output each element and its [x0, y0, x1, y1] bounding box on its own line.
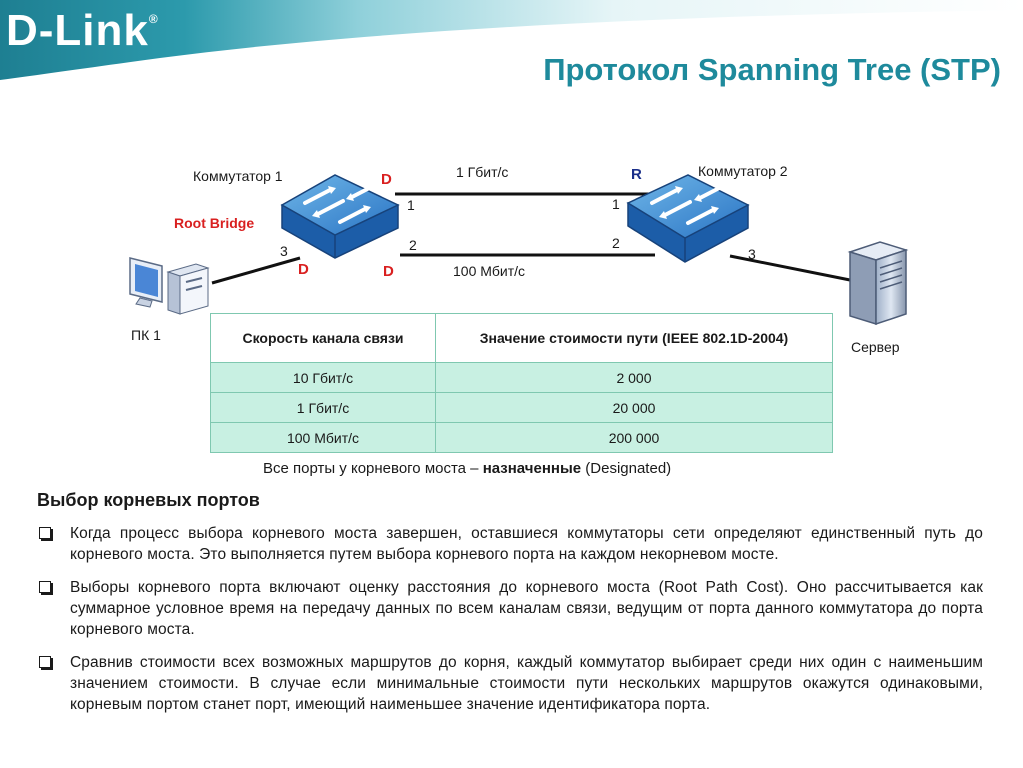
sw1-port2-role-designated: D — [383, 263, 394, 280]
section-title: Выбор корневых портов — [37, 490, 260, 510]
sw2-port3-number: 3 — [748, 246, 756, 262]
sw2-port1-number: 1 — [612, 196, 620, 212]
cell-cost: 20 000 — [436, 393, 833, 423]
switch-2-label: Коммутатор 2 — [698, 163, 788, 179]
sw1-port1-role-designated: D — [381, 171, 392, 188]
designated-ports-note: Все порты у корневого моста – назначенные (Designated) — [263, 460, 672, 477]
sw2-port1-role-root: R — [631, 166, 642, 183]
root-bridge-label: Root Bridge — [174, 215, 255, 231]
link-100mbps-label: 100 Мбит/с — [453, 263, 526, 279]
table-row — [211, 393, 833, 423]
list-item: Выборы корневого порта включают оценку расстояния до корневого моста (Root Path Cost). Оно рассчитывается как суммарное условное время на передачу данных по всем каналам связи, ведущим от порта данного коммутатора до порта корневого моста. — [37, 577, 983, 640]
table-header-row — [211, 314, 833, 363]
pc-label: ПК 1 — [131, 327, 161, 343]
server-icon — [850, 242, 906, 324]
bullet-list — [37, 523, 983, 727]
cell-cost: 200 000 — [436, 423, 833, 453]
table-row — [211, 363, 833, 393]
link-pc — [212, 258, 300, 283]
cell-speed: 1 Гбит/с — [211, 393, 436, 423]
sw1-port3-role-designated: D — [298, 261, 309, 278]
list-item: Когда процесс выбора корневого моста завершен, оставшиеся коммутаторы сети определяют единственный путь до корневого моста. Это выполняется путем выбора корневого порта на каждом некорневом мосте. — [37, 523, 983, 565]
switch-1-label: Коммутатор 1 — [193, 168, 283, 184]
cell-speed: 100 Мбит/с — [211, 423, 436, 453]
cell-speed: 10 Гбит/с — [211, 363, 436, 393]
switch-2-icon — [628, 175, 748, 262]
sw1-port1-number: 1 — [407, 197, 415, 213]
header-path-cost: Значение стоимости пути (IEEE 802.1D-2004) — [436, 314, 833, 363]
server-label: Сервер — [851, 339, 900, 355]
checkbox-bullet-icon — [39, 527, 51, 539]
cell-cost: 2 000 — [436, 363, 833, 393]
sw1-port3-number: 3 — [280, 243, 288, 259]
list-item: Сравнив стоимости всех возможных маршрутов до корня, каждый коммутатор выбирает среди них один с наименьшим значением стоимости. В случае если минимальные стоимости пути нескольких маршрутов окажутся одинаковыми, корневым портом станет порт, имеющий наименьшее значение идентификатора порта. — [37, 652, 983, 715]
slide-title: Протокол Spanning Tree (STP) — [543, 52, 1001, 87]
sw2-port2-number: 2 — [612, 235, 620, 251]
path-cost-table — [210, 313, 833, 453]
header-link-speed: Скорость канала связи — [211, 314, 436, 363]
pc-icon — [130, 258, 208, 314]
table-row — [211, 423, 833, 453]
sw1-port2-number: 2 — [409, 237, 417, 253]
checkbox-bullet-icon — [39, 581, 51, 593]
dlink-logo: D-Link® — [6, 6, 159, 55]
checkbox-bullet-icon — [39, 656, 51, 668]
link-1gbps-label: 1 Гбит/с — [456, 164, 509, 180]
